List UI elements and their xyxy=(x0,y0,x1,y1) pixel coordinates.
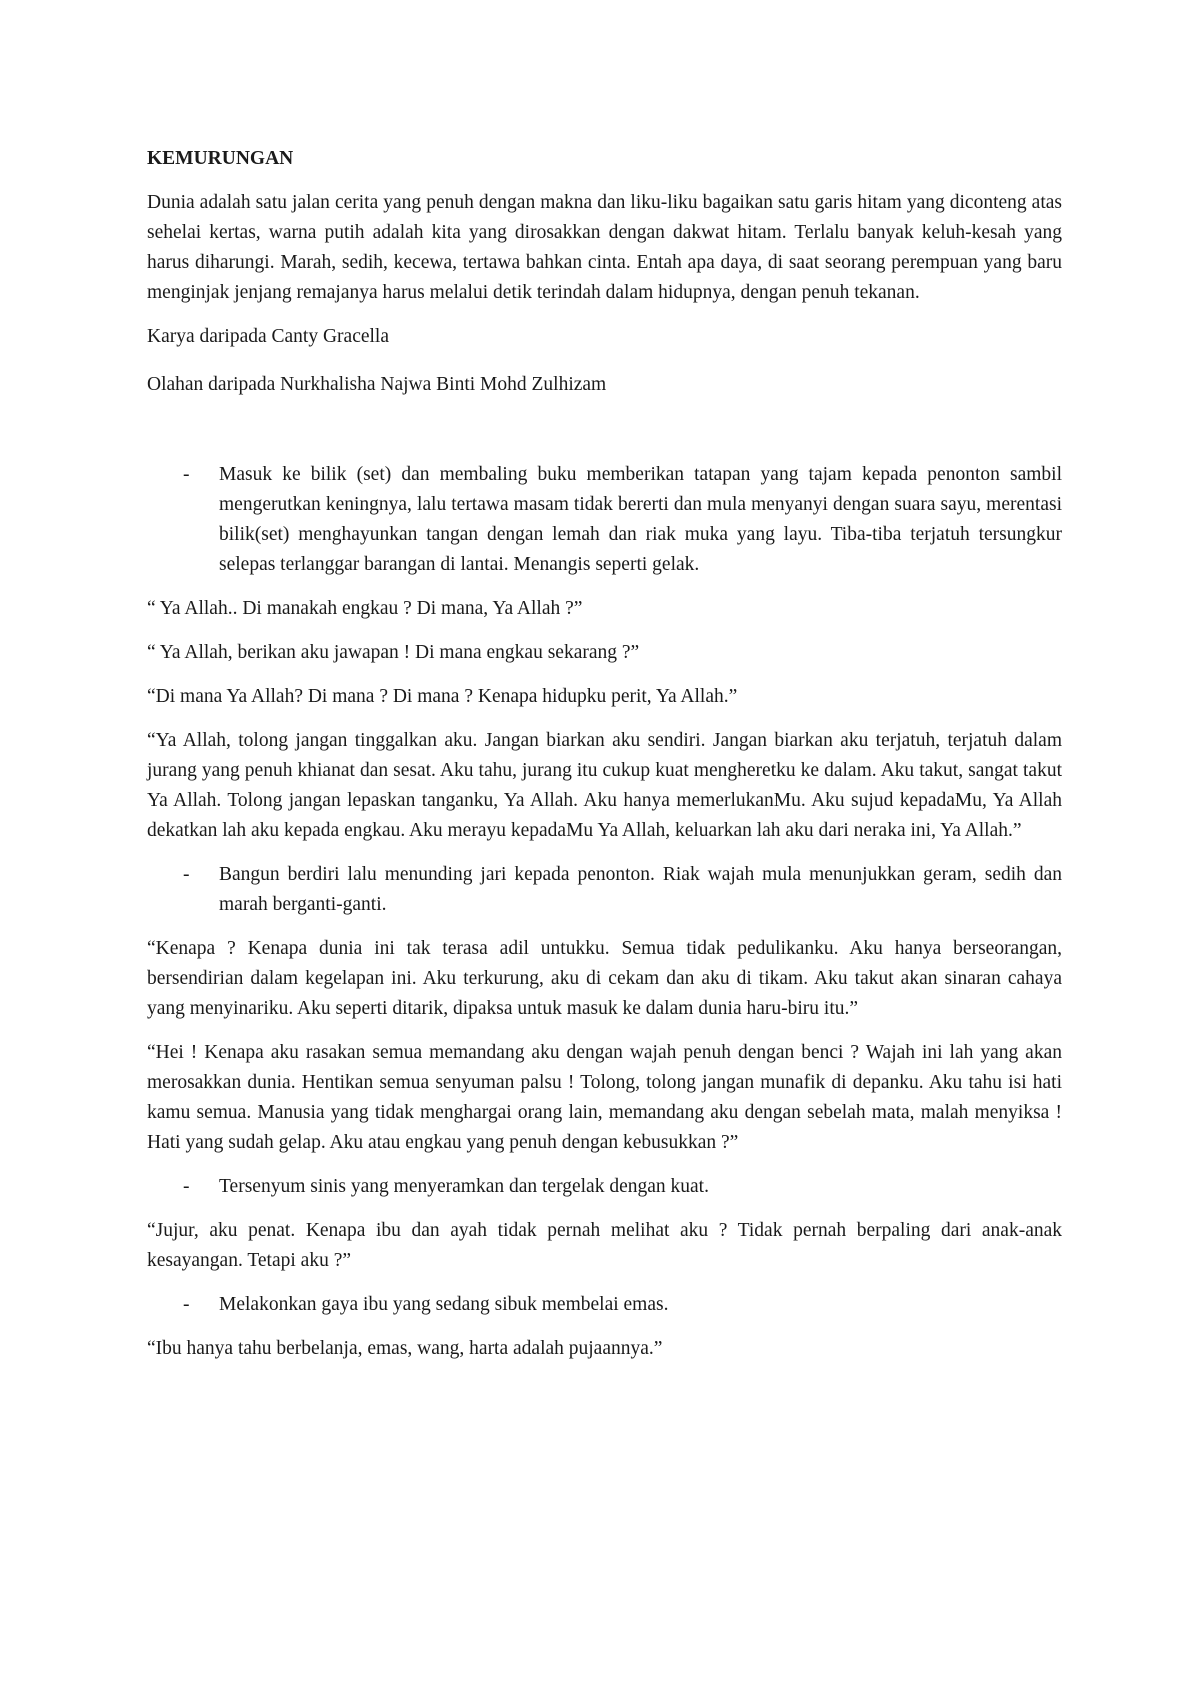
dialogue-line: “ Ya Allah.. Di manakah engkau ? Di mana, Ya Allah ?” xyxy=(147,598,583,619)
credit-author: Karya daripada Canty Gracella xyxy=(147,326,389,347)
dialogue-line: “Ya Allah, tolong jangan tinggalkan aku. Jangan biarkan aku sendiri. Jangan biarkan aku terjatuh, terjatuh dalam jurang yang penuh khianat dan sesat. Aku tahu, jurang itu cukup kuat mengheretku ke dalam. Aku takut, sangat takut Ya Allah. Tolong jangan lepaskan tanganku, Ya Allah. Aku hanya memerlukanMu. Aku sujud kepadaMu, Ya Allah dekatkan lah aku kepada engkau. Aku merayu kepadaMu Ya Allah, keluarkan lah aku dari neraka ini, Ya Allah.” xyxy=(147,730,1062,841)
dialogue-line: “Hei ! Kenapa aku rasakan semua memandang aku dengan wajah penuh dengan benci ? Wajah ini lah yang akan merosakkan dunia. Hentikan semua senyuman palsu ! Tolong, tolong jangan munafik di depanku. Aku tahu isi hati kamu semua. Manusia yang tidak menghargai orang lain, memandang aku dengan sebelah mata, malah menyiksa ! Hati yang sudah gelap. Aku atau engkau yang penuh dengan kebusukkan ?” xyxy=(147,1042,1062,1153)
intro-paragraph: Dunia adalah satu jalan cerita yang penuh dengan makna dan liku-liku bagaikan satu garis hitam yang diconteng atas sehelai kertas, warna putih adalah kita yang dirosakkan dengan dakwat hitam. Terlalu banyak keluh-kesah yang harus diharungi. Marah, sedih, kecewa, tertawa bahkan cinta. Entah apa daya, di saat seorang perempuan yang baru menginjak jenjang remajanya harus melalui detik terindah dalam hidupnya, dengan penuh tekanan. xyxy=(147,192,1062,303)
bullet-dash: - xyxy=(183,464,190,485)
credit-adapter: Olahan daripada Nurkhalisha Najwa Binti Mohd Zulhizam xyxy=(147,374,607,395)
stage-direction xyxy=(147,1172,1062,1202)
dialogue-line: “Jujur, aku penat. Kenapa ibu dan ayah tidak pernah melihat aku ? Tidak pernah berpaling dari anak-anak kesayangan. Tetapi aku ?” xyxy=(147,1220,1062,1271)
dialogue-line: “Kenapa ? Kenapa dunia ini tak terasa adil untukku. Semua tidak pedulikanku. Aku hanya berseorangan, bersendirian dalam kegelapan ini. Aku terkurung, aku di cekam dan aku di tikam. Aku takut akan sinaran cahaya yang menyinariku. Aku seperti ditarik, dipaksa untuk masuk ke dalam dunia haru-biru itu.” xyxy=(147,938,1062,1019)
document-body xyxy=(147,144,1062,1378)
dialogue-line: “Di mana Ya Allah? Di mana ? Di mana ? Kenapa hidupku perit, Ya Allah.” xyxy=(147,686,738,707)
stage-direction xyxy=(147,860,1062,920)
dialogue-line: “ Ya Allah, berikan aku jawapan ! Di mana engkau sekarang ?” xyxy=(147,642,640,663)
stage-direction-text: Bangun berdiri lalu menunding jari kepada penonton. Riak wajah mula menunjukkan geram, sedih dan marah berganti-ganti. xyxy=(219,864,1062,915)
document-title: KEMURUNGAN xyxy=(147,148,294,169)
bullet-dash: - xyxy=(183,864,190,885)
bullet-dash: - xyxy=(183,1176,190,1197)
stage-direction-text: Masuk ke bilik (set) dan membaling buku memberikan tatapan yang tajam kepada penonton sambil mengerutkan keningnya, lalu tertawa masam tidak bererti dan mula menyanyi dengan suara sayu, merentasi bilik(set) menghayunkan tangan dengan lemah dan riak muka yang layu. Tiba-tiba terjatuh tersungkur selepas terlanggar barangan di lantai. Menangis seperti gelak. xyxy=(219,464,1062,575)
bullet-dash: - xyxy=(183,1294,190,1315)
stage-direction-text: Melakonkan gaya ibu yang sedang sibuk membelai emas. xyxy=(219,1294,669,1315)
stage-direction-text: Tersenyum sinis yang menyeramkan dan tergelak dengan kuat. xyxy=(219,1176,709,1197)
stage-direction xyxy=(147,1290,1062,1320)
dialogue-line: “Ibu hanya tahu berbelanja, emas, wang, harta adalah pujaannya.” xyxy=(147,1338,663,1359)
stage-direction xyxy=(147,460,1062,580)
spacer xyxy=(147,418,1062,460)
